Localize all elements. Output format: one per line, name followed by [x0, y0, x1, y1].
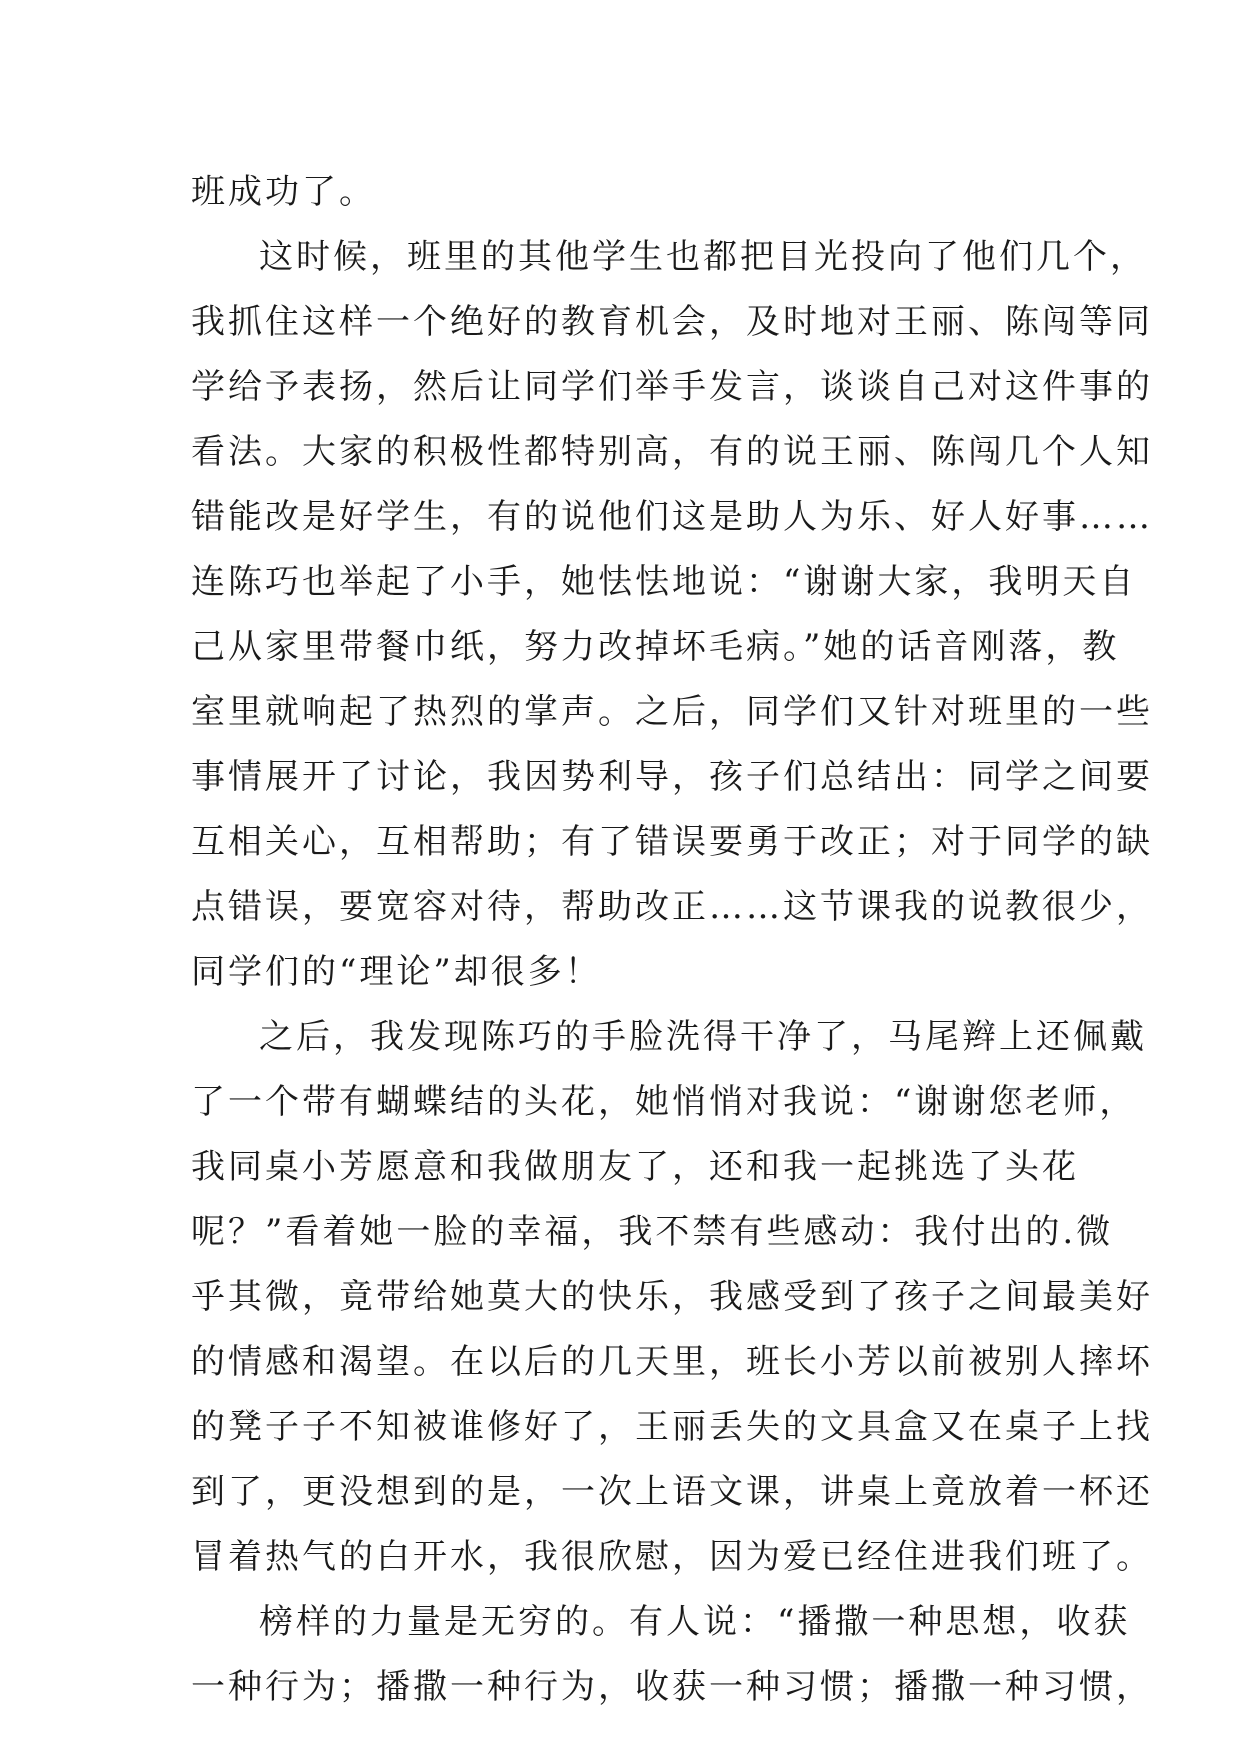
text-line: 连陈巧也举起了小手，她怯怯地说：“谢谢大家，我明天自 — [191, 562, 1137, 602]
text-line: 乎其微，竟带给她莫大的快乐，我感受到了孩子之间最美好 — [191, 1277, 1153, 1317]
text-line: 错能改是好学生，有的说他们这是助人为乐、好人好事…… — [191, 497, 1153, 537]
text-line: 我同桌小芳愿意和我做朋友了，还和我一起挑选了头花 — [191, 1147, 1079, 1187]
text-line: 同学们的“理论”却很多！ — [191, 952, 602, 992]
paragraph-start-line: 之后，我发现陈巧的手脸洗得干净了，马尾辫上还佩戴 — [259, 1017, 1147, 1057]
paragraph-start-line: 榜样的力量是无穷的。有人说：“播撒一种思想，收获 — [259, 1602, 1131, 1642]
text-line: 学给予表扬，然后让同学们举手发言，谈谈自己对这件事的 — [191, 367, 1153, 407]
text-line: 互相关心，互相帮助；有了错误要勇于改正；对于同学的缺 — [191, 822, 1153, 862]
body-text — [191, 160, 1153, 1720]
text-line: 的凳子子不知被谁修好了，王丽丢失的文具盒又在桌子上找 — [191, 1407, 1153, 1447]
text-line: 我抓住这样一个绝好的教育机会，及时地对王丽、陈闯等同 — [191, 302, 1153, 342]
text-line: 冒着热气的白开水，我很欣慰，因为爱已经住进我们班了。 — [191, 1537, 1153, 1577]
text-line: 的情感和渴望。在以后的几天里，班长小芳以前被别人摔坏 — [191, 1342, 1153, 1382]
text-line: 事情展开了讨论，我因势利导，孩子们总结出：同学之间要 — [191, 757, 1153, 797]
text-line: 己从家里带餐巾纸，努力改掉坏毛病。”她的话音刚落，教 — [191, 627, 1120, 667]
text-line: 点错误，要宽容对待，帮助改正……这节课我的说教很少， — [191, 887, 1153, 927]
text-line: 室里就响起了热烈的掌声。之后，同学们又针对班里的一些 — [191, 692, 1153, 732]
text-line: 到了，更没想到的是，一次上语文课，讲桌上竟放着一杯还 — [191, 1472, 1153, 1512]
text-line: 一种行为；播撒一种行为，收获一种习惯；播撒一种习惯， — [191, 1667, 1153, 1707]
text-line: 呢？”看着她一脸的幸福，我不禁有些感动：我付出的.微 — [191, 1212, 1114, 1252]
paragraph-start-line: 这时候，班里的其他学生也都把目光投向了他们几个， — [259, 237, 1147, 277]
text-line: 看法。大家的积极性都特别高，有的说王丽、陈闯几个人知 — [191, 432, 1153, 472]
text-line: 班成功了。 — [191, 172, 376, 212]
text-line: 了一个带有蝴蝶结的头花，她悄悄对我说：“谢谢您老师， — [191, 1082, 1137, 1122]
